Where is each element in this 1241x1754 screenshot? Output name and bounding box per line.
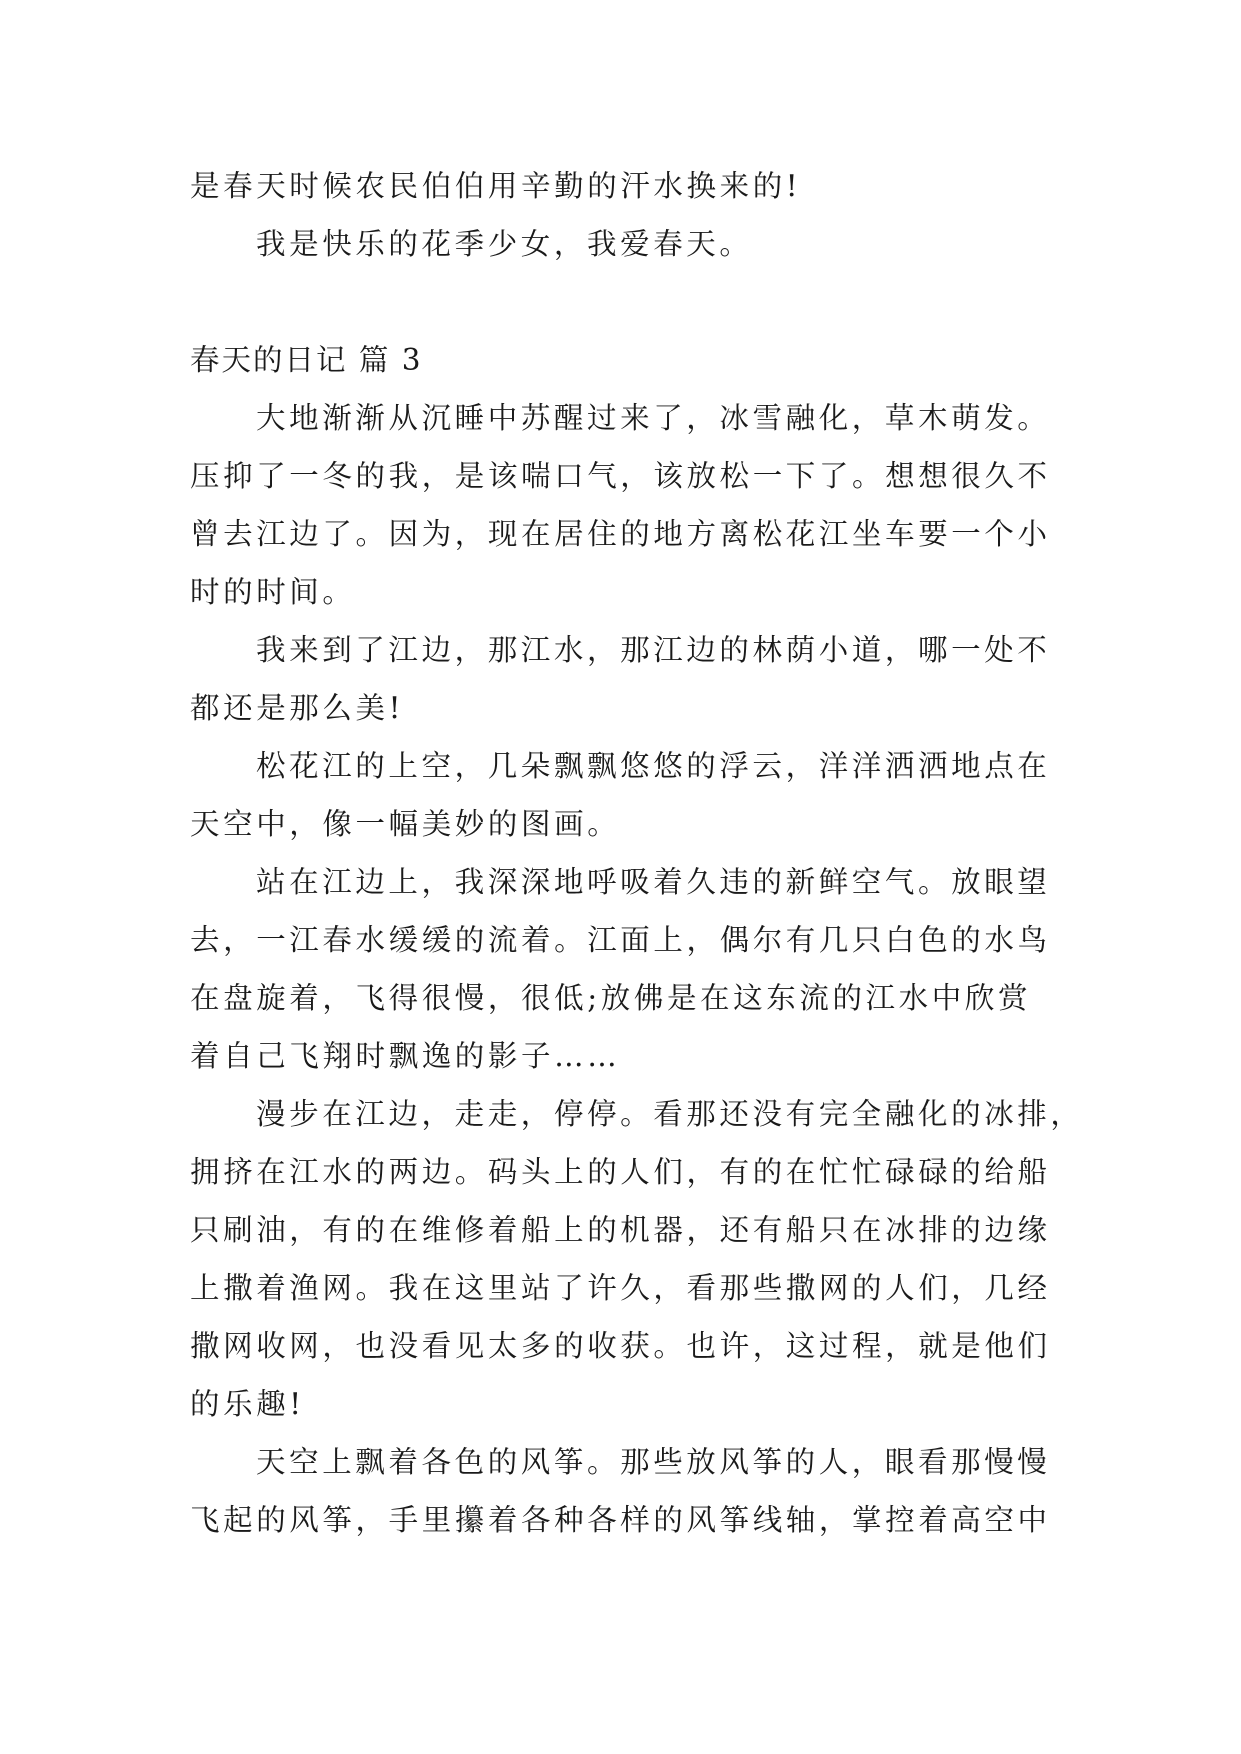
paragraph-line: 天空中，像一幅美妙的图画。	[190, 807, 621, 841]
paragraph-line: 撒网收网，也没看见太多的收获。也许，这过程，就是他们	[190, 1329, 1051, 1363]
paragraph-line: 曾去江边了。因为，现在居住的地方离松花江坐车要一个小	[190, 517, 1051, 551]
paragraph-line: 天空上飘着各色的风筝。那些放风筝的人，眼看那慢慢	[256, 1445, 1051, 1479]
paragraph-line: 在盘旋着，飞得很慢，很低;放佛是在这东流的江水中欣赏	[190, 981, 1032, 1015]
article-body	[190, 157, 1084, 1549]
paragraph-line: 去，一江春水缓缓的流着。江面上，偶尔有几只白色的水鸟	[190, 923, 1051, 957]
paragraph-line: 站在江边上，我深深地呼吸着久违的新鲜空气。放眼望	[256, 865, 1051, 899]
paragraph-line: 我来到了江边，那江水，那江边的林荫小道，哪一处不	[256, 633, 1051, 667]
paragraph-line: 上撒着渔网。我在这里站了许久，看那些撒网的人们，几经	[190, 1271, 1051, 1305]
paragraph-line: 大地渐渐从沉睡中苏醒过来了，冰雪融化，草木萌发。	[256, 401, 1051, 435]
paragraph-line: 漫步在江边，走走，停停。看那还没有完全融化的冰排，	[256, 1097, 1084, 1131]
paragraph-line: 拥挤在江水的两边。码头上的人们，有的在忙忙碌碌的给船	[190, 1155, 1051, 1189]
paragraph-line: 飞起的风筝，手里攥着各种各样的风筝线轴，掌控着高空中	[190, 1503, 1051, 1537]
paragraph-line: 压抑了一冬的我，是该喘口气，该放松一下了。想想很久不	[190, 459, 1051, 493]
paragraph-line: 着自己飞翔时飘逸的影子……	[190, 1039, 621, 1073]
paragraph-line: 的乐趣!	[190, 1387, 305, 1421]
paragraph-line: 松花江的上空，几朵飘飘悠悠的浮云，洋洋洒洒地点在	[256, 749, 1051, 783]
blank-line	[190, 273, 1070, 331]
section-heading: 春天的日记 篇 3	[190, 343, 423, 377]
paragraph-line: 都还是那么美!	[190, 691, 405, 725]
paragraph-line: 是春天时候农民伯伯用辛勤的汗水换来的!	[190, 169, 802, 203]
paragraph-line: 时的时间。	[190, 575, 356, 609]
paragraph-line: 我是快乐的花季少女，我爱春天。	[256, 227, 753, 261]
paragraph-line: 只刷油，有的在维修着船上的机器，还有船只在冰排的边缘	[190, 1213, 1051, 1247]
